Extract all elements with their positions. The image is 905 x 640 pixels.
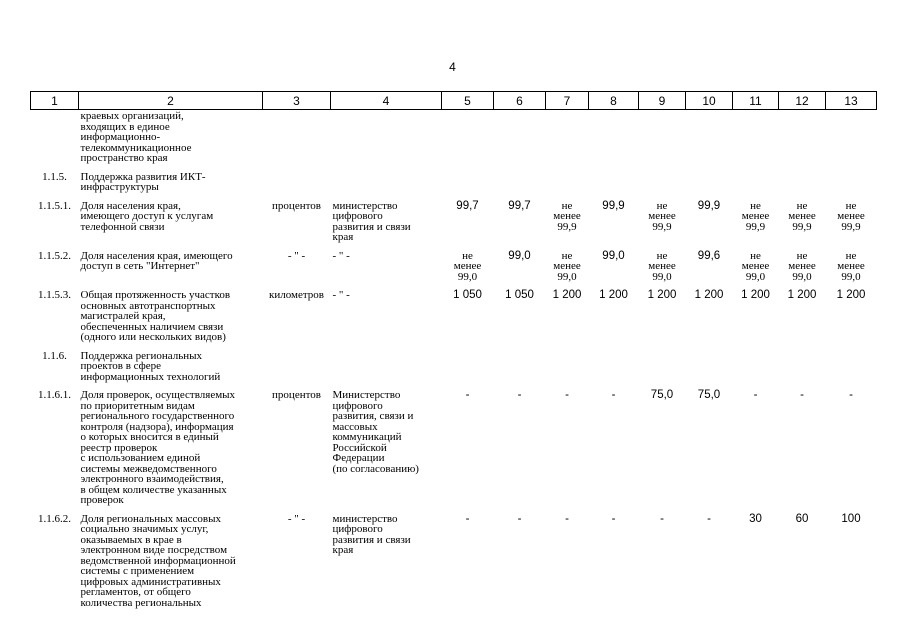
table-row (31, 164, 877, 193)
column-header-11: 11 (733, 92, 779, 110)
row-value-col-12: не менее 99,9 (788, 199, 816, 233)
row-value-col-5: - (465, 389, 470, 401)
header-row (31, 92, 877, 110)
row-value-col-7 (546, 164, 589, 193)
row-indicator-name: Поддержка региональных проектов в сфере информационных технологий (80, 349, 221, 383)
row-value-col-11: 1 200 (741, 289, 770, 301)
row-value-col-5 (442, 164, 494, 193)
row-unit: - " - (287, 512, 306, 525)
row-value-col-10 (686, 164, 733, 193)
row-value-col-10: 75,0 (697, 389, 721, 401)
row-value-col-9 (639, 343, 686, 383)
row-responsible (331, 164, 442, 193)
column-header-5: 5 (442, 92, 494, 110)
row-value-col-10: 1 200 (694, 289, 724, 301)
row-value-col-12: - (800, 389, 804, 401)
column-header-9: 9 (639, 92, 686, 110)
row-value-col-6: 99,0 (508, 249, 531, 262)
row-value-col-8 (589, 164, 639, 193)
row-unit (263, 343, 331, 383)
column-header-4: 4 (331, 92, 442, 110)
row-value-col-9: 1 200 (647, 289, 677, 301)
row-responsible (331, 343, 442, 383)
row-code: 1.1.6.2. (38, 512, 71, 525)
row-value-col-7: не менее 99,0 (553, 249, 581, 283)
row-value-col-6 (494, 110, 546, 164)
table-row (31, 282, 877, 343)
row-indicator-name: Поддержка развития ИКТ- инфраструктуры (80, 170, 206, 193)
row-value-col-10: 99,9 (697, 199, 721, 212)
row-value-col-8: 99,0 (602, 249, 625, 262)
row-value-col-9 (639, 164, 686, 193)
row-value-col-7: - (565, 389, 569, 401)
row-value-col-6: 99,7 (508, 199, 531, 212)
row-value-col-7: 1 200 (552, 289, 582, 301)
column-header-2: 2 (79, 92, 263, 110)
row-value-col-10: 99,6 (697, 249, 721, 262)
row-responsible: Министерство цифрового развития, связи и массовых коммуникаций Российской Федерации (по согласованию) (332, 389, 419, 475)
row-value-col-7: не менее 99,9 (553, 199, 581, 233)
row-value-col-6: - (517, 389, 522, 401)
row-value-col-11: 30 (749, 512, 762, 525)
row-code: 1.1.6. (42, 349, 67, 362)
row-indicator-name: краевых организаций, входящих в единое информационно- телекоммуникационное пространство края (80, 110, 192, 164)
row-value-col-12: 60 (795, 512, 809, 525)
row-indicator-name: Доля населения края, имеющего доступ к услугам телефонной связи (80, 199, 214, 233)
row-value-col-9: 75,0 (650, 389, 674, 401)
table-header (31, 92, 877, 110)
page-number: 4 (449, 60, 456, 74)
row-indicator-name: Общая протяженность участков основных автотранспортных магистралей края, обеспеченных наличием связи (одного или нескольких видов) (80, 289, 231, 343)
row-value-col-13: - (849, 389, 853, 401)
table-row (31, 243, 877, 283)
row-value-col-13 (826, 164, 877, 193)
row-indicator-name: Доля населения края, имеющего доступ в сеть "Интернет" (80, 249, 233, 272)
row-value-col-11 (733, 110, 779, 164)
row-value-col-11: - (753, 389, 758, 401)
row-value-col-12 (779, 164, 826, 193)
row-value-col-8: 99,9 (602, 199, 625, 212)
row-code: 1.1.6.1. (38, 389, 71, 401)
row-value-col-13: 1 200 (836, 289, 866, 301)
row-value-col-8 (589, 343, 639, 383)
row-value-col-11 (733, 343, 779, 383)
row-code: 1.1.5.3. (38, 289, 71, 301)
table-body (31, 110, 877, 609)
row-value-col-10 (686, 110, 733, 164)
row-value-col-10: - (707, 512, 711, 525)
indicators-table (30, 91, 877, 608)
row-responsible (331, 110, 442, 164)
row-value-col-11: не менее 99,9 (741, 199, 770, 233)
row-value-col-13: не менее 99,0 (837, 249, 865, 283)
row-value-col-12: 1 200 (787, 289, 817, 301)
row-code: 1.1.5.2. (38, 249, 71, 262)
row-value-col-6: - (517, 512, 522, 525)
row-value-col-10 (686, 343, 733, 383)
row-value-col-8 (589, 110, 639, 164)
row-value-col-8: - (611, 389, 616, 401)
row-code (31, 110, 79, 164)
row-unit: процентов (272, 389, 321, 401)
row-value-col-9: не менее 99,9 (648, 199, 676, 233)
row-value-col-6: 1 050 (505, 289, 534, 301)
row-unit: - " - (287, 249, 306, 262)
row-value-col-13 (826, 110, 877, 164)
column-header-10: 10 (686, 92, 733, 110)
row-value-col-13: 100 (841, 512, 861, 525)
row-value-col-12 (779, 110, 826, 164)
row-value-col-7: - (565, 512, 569, 525)
column-header-1: 1 (31, 92, 79, 110)
table-row (31, 506, 877, 609)
row-unit (263, 110, 331, 164)
row-value-col-5 (442, 343, 494, 383)
row-value-col-5: 1 050 (453, 289, 482, 301)
table-row (31, 193, 877, 243)
column-header-13: 13 (826, 92, 877, 110)
row-responsible: - " - (332, 249, 350, 262)
row-value-col-5: - (465, 512, 470, 525)
row-value-col-9: не менее 99,0 (648, 249, 676, 283)
row-indicator-name: Доля региональных массовых социально значимых услуг, оказываемых в крае в электронном виде посредством ведомственной информационной системы с применением цифровых административных регламентов, от общего количества региональных (80, 512, 236, 609)
row-unit (263, 164, 331, 193)
column-header-12: 12 (779, 92, 826, 110)
row-value-col-12 (779, 343, 826, 383)
row-unit: процентов (272, 199, 321, 212)
row-value-col-11: не менее 99,0 (741, 249, 770, 283)
row-value-col-9 (639, 110, 686, 164)
column-header-8: 8 (589, 92, 639, 110)
row-value-col-12: не менее 99,0 (788, 249, 816, 283)
row-value-col-6 (494, 343, 546, 383)
row-value-col-13 (826, 343, 877, 383)
row-value-col-5: 99,7 (456, 199, 479, 212)
row-responsible: - " - (332, 289, 350, 301)
row-value-col-7 (546, 110, 589, 164)
table-row (31, 343, 877, 383)
row-value-col-8: 1 200 (599, 289, 628, 301)
column-header-3: 3 (263, 92, 331, 110)
row-responsible: министерство цифрового развития и связи края (332, 512, 411, 556)
row-value-col-5: не менее 99,0 (453, 249, 482, 283)
row-code: 1.1.5. (42, 170, 67, 183)
table-row (31, 110, 877, 164)
row-value-col-9: - (660, 512, 664, 525)
row-value-col-7 (546, 343, 589, 383)
row-unit: километров (269, 289, 324, 301)
row-value-col-13: не менее 99,9 (837, 199, 865, 233)
row-indicator-name: Доля проверок, осуществляемых по приоритетным видам регионального государственного контроля (надзора), информация о которых вносится в единый реестр проверок с использованием единой системы межведомственного электронного взаимодействия, в общем количестве указанных проверок (80, 389, 236, 506)
row-code: 1.1.5.1. (38, 199, 71, 212)
row-value-col-8: - (611, 512, 616, 525)
row-value-col-11 (733, 164, 779, 193)
row-value-col-6 (494, 164, 546, 193)
row-responsible: министерство цифрового развития и связи края (332, 199, 411, 243)
column-header-7: 7 (546, 92, 589, 110)
table-row (31, 382, 877, 506)
column-header-6: 6 (494, 92, 546, 110)
row-value-col-5 (442, 110, 494, 164)
